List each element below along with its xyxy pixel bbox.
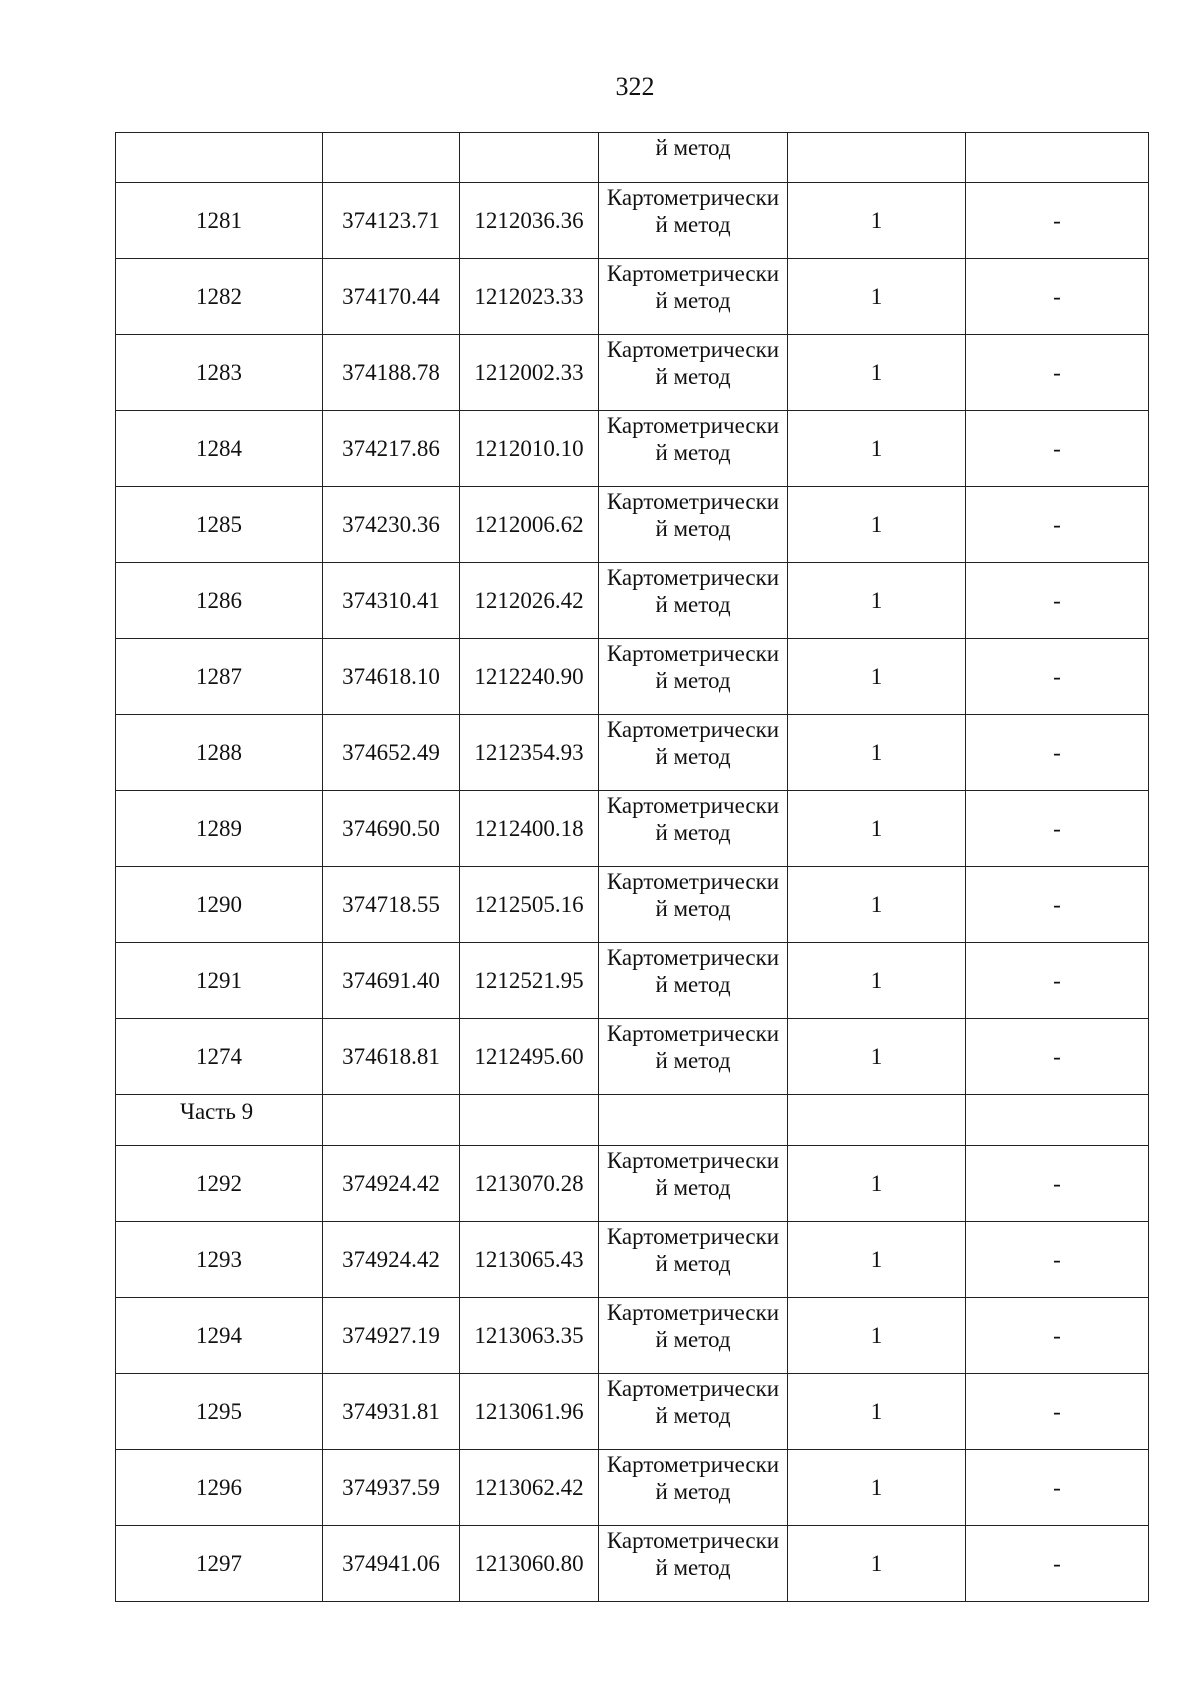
method-line-2: й метод [655, 440, 731, 465]
point-number-cell: 1296 [116, 1450, 323, 1526]
method-cell: й метод [599, 133, 788, 183]
method-line-2: й метод [655, 1555, 731, 1580]
part-header-row [116, 1095, 1149, 1146]
point-number-cell: 1285 [116, 487, 323, 563]
description-cell: - [966, 183, 1149, 259]
method-line-1: Картометрически [606, 793, 780, 818]
table-row [116, 943, 1149, 1019]
y-coordinate-cell: 1213065.43 [460, 1222, 599, 1298]
method-cell [599, 487, 788, 563]
point-number-cell: 1287 [116, 639, 323, 715]
description-cell: - [966, 791, 1149, 867]
x-coordinate-cell: 374230.36 [323, 487, 460, 563]
accuracy-cell: 1 [788, 1222, 966, 1298]
table-row [116, 1019, 1149, 1095]
point-number-cell: 1281 [116, 183, 323, 259]
continuation-row [116, 133, 1149, 183]
method-line-1: Картометрически [606, 1021, 780, 1046]
method-line-1: Картометрически [606, 337, 780, 362]
x-coordinate-cell: 374618.10 [323, 639, 460, 715]
table-row [116, 1146, 1149, 1222]
point-number-cell: 1284 [116, 411, 323, 487]
point-number-cell: 1290 [116, 867, 323, 943]
table-row [116, 1526, 1149, 1602]
description-cell: - [966, 1298, 1149, 1374]
point-number-cell: 1297 [116, 1526, 323, 1602]
x-coordinate-cell: 374618.81 [323, 1019, 460, 1095]
table-row [116, 1450, 1149, 1526]
accuracy-cell: 1 [788, 639, 966, 715]
method-line-1: Картометрически [606, 413, 780, 438]
y-coordinate-cell: 1212036.36 [460, 183, 599, 259]
y-coordinate-cell: 1212521.95 [460, 943, 599, 1019]
point-number-cell: 1295 [116, 1374, 323, 1450]
y-coordinate-cell: 1212010.10 [460, 411, 599, 487]
accuracy-cell: 1 [788, 1146, 966, 1222]
method-cell [599, 867, 788, 943]
y-coordinate-cell: 1212495.60 [460, 1019, 599, 1095]
method-line-2: й метод [655, 972, 731, 997]
method-line-2: й метод [655, 1251, 731, 1276]
accuracy-cell: 1 [788, 487, 966, 563]
x-coordinate-cell: 374941.06 [323, 1526, 460, 1602]
part-label: Часть 9 [116, 1095, 323, 1146]
point-number-cell: 1282 [116, 259, 323, 335]
accuracy-cell: 1 [788, 1298, 966, 1374]
method-line-2: й метод [655, 1175, 731, 1200]
description-cell: - [966, 1146, 1149, 1222]
y-coordinate-cell: 1212023.33 [460, 259, 599, 335]
method-cell [599, 1298, 788, 1374]
method-cell [599, 1374, 788, 1450]
point-number-cell: 1289 [116, 791, 323, 867]
method-cell [599, 1146, 788, 1222]
method-cell [599, 1450, 788, 1526]
table-row [116, 1222, 1149, 1298]
point-number-cell: 1294 [116, 1298, 323, 1374]
method-line-2: й метод [655, 896, 731, 921]
method-line-2: й метод [655, 592, 731, 617]
x-coordinate-cell: 374652.49 [323, 715, 460, 791]
y-coordinate-cell: 1213063.35 [460, 1298, 599, 1374]
method-line-2: й метод [655, 1048, 731, 1073]
method-cell [599, 1222, 788, 1298]
point-number-cell: 1293 [116, 1222, 323, 1298]
method-line-1: Картометрически [606, 1224, 780, 1249]
accuracy-cell: 1 [788, 563, 966, 639]
table-row [116, 259, 1149, 335]
table-row [116, 791, 1149, 867]
method-cell [599, 411, 788, 487]
x-coordinate-cell: 374924.42 [323, 1222, 460, 1298]
description-cell: - [966, 487, 1149, 563]
description-cell: - [966, 1526, 1149, 1602]
y-coordinate-cell: 1212006.62 [460, 487, 599, 563]
coordinates-table [115, 132, 1149, 1602]
x-coordinate-cell: 374931.81 [323, 1374, 460, 1450]
method-line-1: Картометрически [606, 641, 780, 666]
table-row [116, 1298, 1149, 1374]
method-line-2: й метод [655, 668, 731, 693]
x-coordinate-cell: 374310.41 [323, 563, 460, 639]
accuracy-cell: 1 [788, 715, 966, 791]
table-row [116, 639, 1149, 715]
description-cell: - [966, 1450, 1149, 1526]
table-row [116, 867, 1149, 943]
description-cell: - [966, 867, 1149, 943]
table-row [116, 335, 1149, 411]
method-line-2: й метод [655, 820, 731, 845]
description-cell: - [966, 943, 1149, 1019]
method-line-2: й метод [655, 364, 731, 389]
method-cell [599, 335, 788, 411]
point-number-cell: 1286 [116, 563, 323, 639]
accuracy-cell: 1 [788, 411, 966, 487]
table-row [116, 183, 1149, 259]
x-coordinate-cell: 374690.50 [323, 791, 460, 867]
method-line-1: Картометрически [606, 1528, 780, 1553]
method-line-1: Картометрически [606, 945, 780, 970]
description-cell: - [966, 1222, 1149, 1298]
x-coordinate-cell: 374170.44 [323, 259, 460, 335]
x-coordinate-cell: 374123.71 [323, 183, 460, 259]
y-coordinate-cell: 1212505.16 [460, 867, 599, 943]
point-number-cell: 1283 [116, 335, 323, 411]
method-line-1: Картометрически [606, 1148, 780, 1173]
y-coordinate-cell: 1213061.96 [460, 1374, 599, 1450]
x-coordinate-cell: 374691.40 [323, 943, 460, 1019]
point-number-cell: 1292 [116, 1146, 323, 1222]
y-coordinate-cell: 1212002.33 [460, 335, 599, 411]
method-cell [599, 791, 788, 867]
method-line-1: Картометрически [606, 717, 780, 742]
description-cell: - [966, 563, 1149, 639]
y-coordinate-cell: 1212400.18 [460, 791, 599, 867]
x-coordinate-cell: 374718.55 [323, 867, 460, 943]
y-coordinate-cell: 1213060.80 [460, 1526, 599, 1602]
accuracy-cell: 1 [788, 1374, 966, 1450]
method-cell [599, 943, 788, 1019]
method-cell [599, 715, 788, 791]
table-row [116, 715, 1149, 791]
method-line-1: Картометрически [606, 869, 780, 894]
method-cell [599, 1526, 788, 1602]
method-line-2: й метод [655, 212, 731, 237]
accuracy-cell: 1 [788, 259, 966, 335]
accuracy-cell: 1 [788, 943, 966, 1019]
method-line-1: Картометрически [606, 185, 780, 210]
x-coordinate-cell: 374927.19 [323, 1298, 460, 1374]
point-number-cell: 1274 [116, 1019, 323, 1095]
y-coordinate-cell: 1213070.28 [460, 1146, 599, 1222]
accuracy-cell: 1 [788, 1450, 966, 1526]
accuracy-cell: 1 [788, 867, 966, 943]
method-line-2: й метод [655, 288, 731, 313]
description-cell: - [966, 1374, 1149, 1450]
accuracy-cell: 1 [788, 335, 966, 411]
method-line-2: й метод [655, 744, 731, 769]
method-line-2: й метод [655, 1327, 731, 1352]
method-line-2: й метод [655, 1479, 731, 1504]
description-cell: - [966, 411, 1149, 487]
method-cell [599, 1019, 788, 1095]
method-line-2: й метод [655, 1403, 731, 1428]
description-cell: - [966, 715, 1149, 791]
x-coordinate-cell: 374217.86 [323, 411, 460, 487]
accuracy-cell: 1 [788, 791, 966, 867]
x-coordinate-cell: 374937.59 [323, 1450, 460, 1526]
y-coordinate-cell: 1212240.90 [460, 639, 599, 715]
accuracy-cell: 1 [788, 1526, 966, 1602]
method-line-2: й метод [655, 516, 731, 541]
table-row [116, 563, 1149, 639]
x-coordinate-cell: 374924.42 [323, 1146, 460, 1222]
method-line-1: Картометрически [606, 489, 780, 514]
point-number-cell: 1291 [116, 943, 323, 1019]
table-row [116, 411, 1149, 487]
description-cell: - [966, 639, 1149, 715]
method-cell [599, 563, 788, 639]
method-line-1: Картометрически [606, 1376, 780, 1401]
page-number: 322 [615, 72, 655, 101]
y-coordinate-cell: 1213062.42 [460, 1450, 599, 1526]
accuracy-cell: 1 [788, 183, 966, 259]
description-cell: - [966, 1019, 1149, 1095]
description-cell: - [966, 335, 1149, 411]
point-number-cell: 1288 [116, 715, 323, 791]
method-cell [599, 639, 788, 715]
method-line-1: Картометрически [606, 261, 780, 286]
accuracy-cell: 1 [788, 1019, 966, 1095]
table-row [116, 487, 1149, 563]
method-line-1: Картометрически [606, 1300, 780, 1325]
y-coordinate-cell: 1212354.93 [460, 715, 599, 791]
method-line-1: Картометрически [606, 565, 780, 590]
method-cell [599, 183, 788, 259]
x-coordinate-cell: 374188.78 [323, 335, 460, 411]
description-cell: - [966, 259, 1149, 335]
table-row [116, 1374, 1149, 1450]
method-cell [599, 259, 788, 335]
y-coordinate-cell: 1212026.42 [460, 563, 599, 639]
method-line-1: Картометрически [606, 1452, 780, 1477]
